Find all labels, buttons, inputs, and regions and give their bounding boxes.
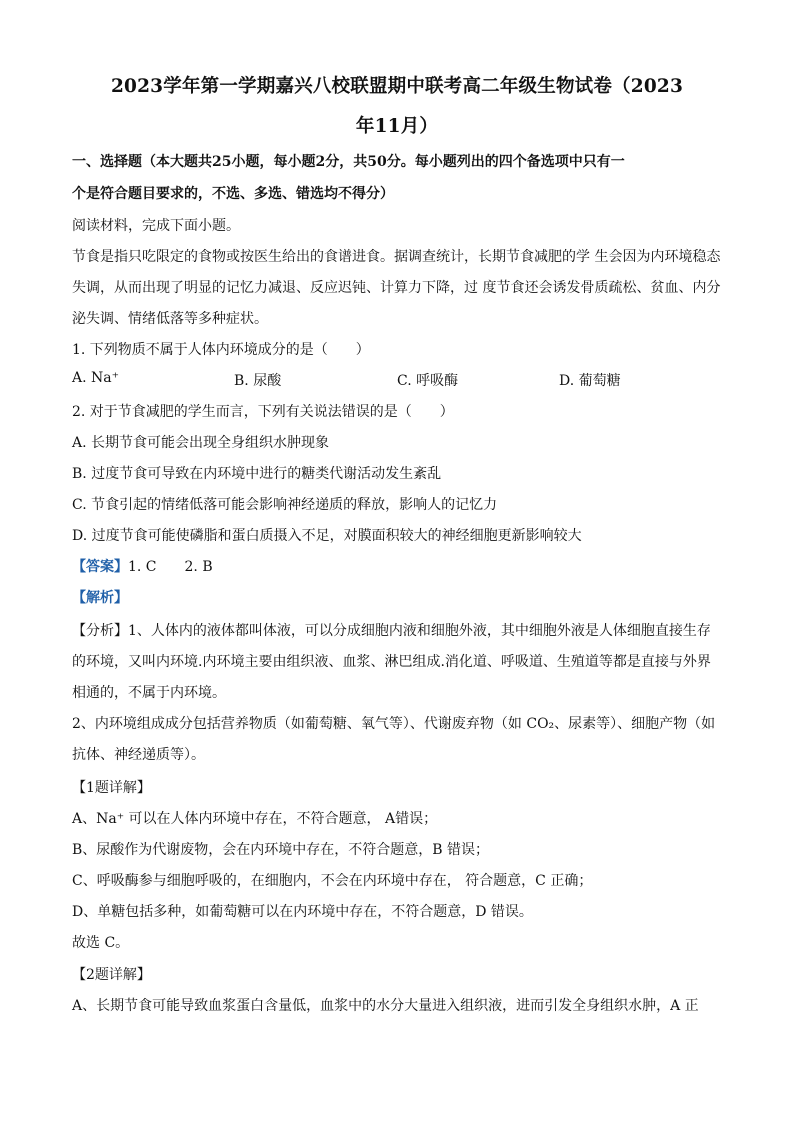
section-heading-line1: 一、选择题（本大题共25小题，每小题2分，共50分。每小题列出的四个备选项中只有一 bbox=[72, 154, 625, 170]
analysis-row bbox=[72, 587, 732, 607]
detail2-tag: 【2题详解】 bbox=[72, 967, 151, 983]
detail1-tag: 【1题详解】 bbox=[72, 780, 151, 796]
detail1-line-3: C、呼吸酶参与细胞呼吸的，在细胞内，不会在内环境中存在， 符合题意，C 正确； bbox=[72, 873, 593, 889]
q2-option-b: B. 过度节食可导致在内环境中进行的糖类代谢活动发生紊乱 bbox=[72, 466, 442, 482]
q2-option-c: C. 节食引起的情绪低落可能会影响神经递质的释放，影响人的记忆力 bbox=[72, 497, 498, 513]
q1-option-c: C. 呼吸酶 bbox=[397, 373, 459, 389]
doc-title-line1: 2023学年第一学期嘉兴八校联盟期中联考高二年级生物试卷（2023 bbox=[110, 76, 684, 97]
analysis-tag: 【解析】 bbox=[72, 590, 128, 606]
fenxi-row-1 bbox=[72, 620, 732, 640]
q1-stem: 1. 下列物质不属于人体内环境成分的是（ ） bbox=[72, 342, 370, 358]
material-line-3: 泌失调、情绪低落等多种症状。 bbox=[72, 311, 268, 327]
answer-row bbox=[72, 556, 732, 576]
fenxi-line-3: 相通的，不属于内环境。 bbox=[72, 685, 226, 701]
q1-option-b: B. 尿酸 bbox=[234, 373, 282, 389]
fenxi-line-2: 的环境，又叫内环境.内环境主要由组织液、血浆、淋巴组成.消化道、呼吸道、生殖道等都是直接与外界 bbox=[72, 654, 711, 670]
q2-option-a: A. 长期节食可能会出现全身组织水肿现象 bbox=[72, 435, 330, 451]
detail1-line-4: D、单糖包括多种，如葡萄糖可以在内环境中存在，不符合题意，D 错误。 bbox=[72, 904, 533, 920]
doc-title-line2: 年11月） bbox=[355, 116, 439, 137]
q2-option-d: D. 过度节食可能使磷脂和蛋白质摄入不足，对膜面积较大的神经细胞更新影响较大 bbox=[72, 528, 582, 544]
detail1-line-5: 故选 C。 bbox=[72, 935, 130, 951]
section-heading-line2: 个是符合题目要求的，不选、多选、错选均不得分） bbox=[72, 186, 394, 202]
answer-text: 1. C 2. B bbox=[128, 559, 213, 575]
q2-stem: 2. 对于节食减肥的学生而言，下列有关说法错误的是（ ） bbox=[72, 404, 454, 420]
detail2-line-1: A、长期节食可能导致血浆蛋白含量低，血浆中的水分大量进入组织液，进而引发全身组织水肿，A 正 bbox=[72, 998, 699, 1014]
answer-tag: 【答案】 bbox=[72, 559, 128, 575]
fenxi-line-5: 抗体、神经递质等）。 bbox=[72, 747, 205, 763]
detail1-line-2: B、尿酸作为代谢废物，会在内环境中存在，不符合题意，B 错误； bbox=[72, 842, 490, 858]
q1-option-a: A. Na⁺ bbox=[72, 370, 119, 386]
material-line-2: 失调，从而出现了明显的记忆力减退、反应迟钝、计算力下降，过 度节食还会诱发骨质疏松、贫血、内分 bbox=[72, 280, 721, 296]
detail1-line-1: A、Na⁺ 可以在人体内环境中存在，不符合题意， A错误； bbox=[72, 811, 438, 827]
fenxi-line-4: 2、内环境组成成分包括营养物质（如葡萄糖、氧气等）、代谢废弃物（如 CO₂、尿素等）、细胞产物（如 bbox=[72, 716, 716, 732]
material-intro: 阅读材料，完成下面小题。 bbox=[72, 218, 240, 234]
q1-option-d: D. 葡萄糖 bbox=[559, 373, 621, 389]
fenxi-line-1: 1、人体内的液体都叫体液，可以分成细胞内液和细胞外液，其中细胞外液是人体细胞直接生存 bbox=[128, 623, 711, 639]
material-line-1: 节食是指只吃限定的食物或按医生给出的食谱进食。据调查统计，长期节食减肥的学 生会因为内环境稳态 bbox=[72, 249, 721, 265]
fenxi-tag: 【分析】 bbox=[72, 623, 128, 639]
